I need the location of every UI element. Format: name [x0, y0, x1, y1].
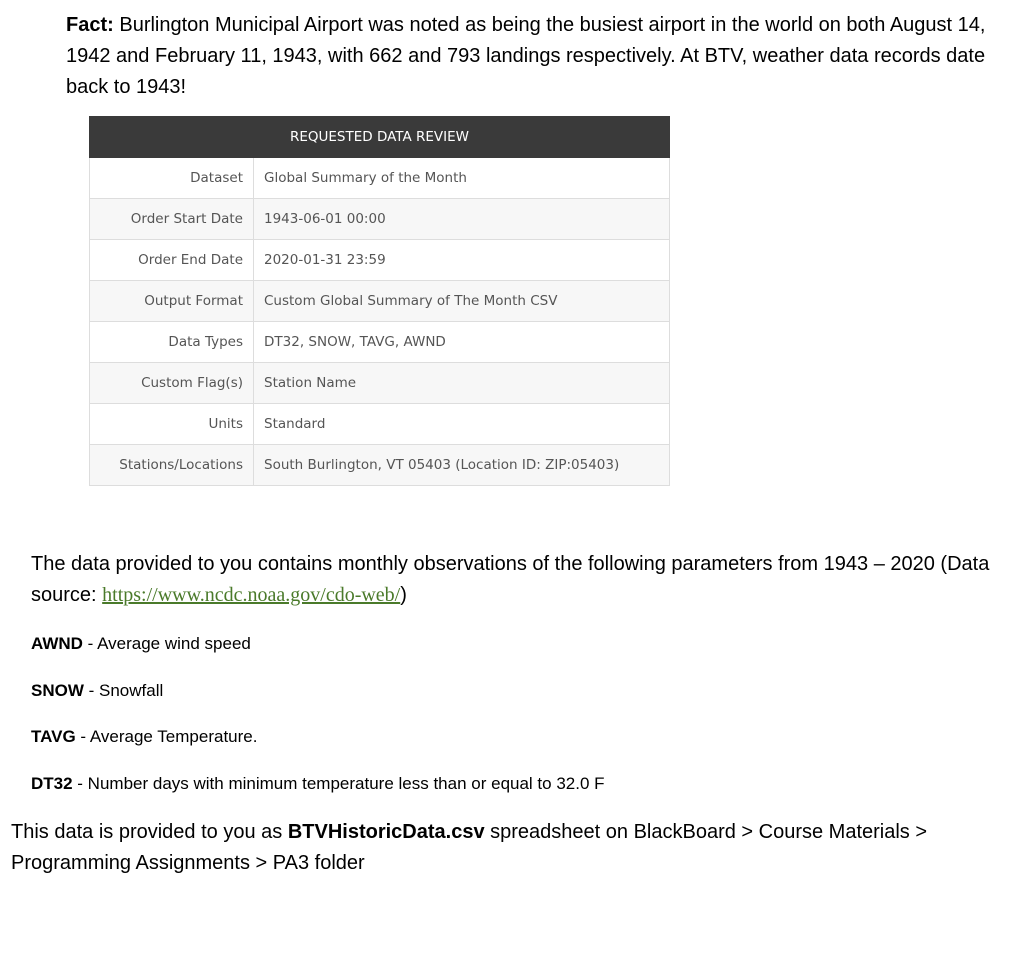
- table-row: [90, 158, 670, 199]
- table-row: [90, 322, 670, 363]
- requested-data-review-table: [89, 116, 670, 486]
- row-label-data-types: Data Types: [90, 322, 254, 363]
- intro-paragraph: [31, 549, 991, 611]
- row-label-order-start-date: Order Start Date: [90, 199, 254, 240]
- table-row: [90, 240, 670, 281]
- row-value-output-format: Custom Global Summary of The Month CSV: [254, 281, 670, 322]
- row-value-stations-locations: South Burlington, VT 05403 (Location ID: ZIP:05403): [254, 445, 670, 486]
- row-label-stations-locations: Stations/Locations: [90, 445, 254, 486]
- row-value-dataset: Global Summary of the Month: [254, 158, 670, 199]
- row-label-custom-flags: Custom Flag(s): [90, 363, 254, 404]
- parameter-description: - Number days with minimum temperature less than or equal to 32.0 F: [72, 774, 605, 793]
- parameter-description: - Average wind speed: [82, 634, 251, 653]
- row-value-order-end-date: 2020-01-31 23:59: [254, 240, 670, 281]
- parameter-item: [31, 726, 257, 748]
- parameter-code: DT32: [31, 774, 73, 793]
- row-label-dataset: Dataset: [90, 158, 254, 199]
- parameter-code: SNOW: [31, 681, 84, 700]
- footer-paragraph: [11, 817, 1011, 879]
- row-value-custom-flags: Station Name: [254, 363, 670, 404]
- intro-text: The data provided to you contains monthly observations of the following parameters from 1943 – 2020 (Data source:: [31, 553, 990, 606]
- fact-paragraph: [66, 10, 1016, 103]
- table-row: [90, 404, 670, 445]
- parameter-item: [31, 633, 251, 655]
- row-label-order-end-date: Order End Date: [90, 240, 254, 281]
- fact-label: Fact:: [66, 14, 114, 36]
- footer-text: This data is provided to you as: [11, 821, 288, 843]
- table-title: REQUESTED DATA REVIEW: [90, 117, 670, 158]
- data-source-link[interactable]: https://www.ncdc.noaa.gov/cdo-web/: [102, 584, 401, 606]
- row-value-order-start-date: 1943-06-01 00:00: [254, 199, 670, 240]
- table-row: [90, 281, 670, 322]
- table-row: [90, 199, 670, 240]
- parameter-code: TAVG: [31, 727, 76, 746]
- footer-text-end: spreadsheet on BlackBoard > Course Materials > Programming Assignments > PA3 folder: [11, 821, 928, 874]
- parameter-code: AWND: [31, 634, 83, 653]
- row-value-units: Standard: [254, 404, 670, 445]
- parameter-item: [31, 680, 163, 702]
- row-value-data-types: DT32, SNOW, TAVG, AWND: [254, 322, 670, 363]
- table-header-row: [90, 117, 670, 158]
- table-row: [90, 363, 670, 404]
- row-label-output-format: Output Format: [90, 281, 254, 322]
- parameter-description: - Average Temperature.: [75, 727, 258, 746]
- parameter-description: - Snowfall: [83, 681, 164, 700]
- intro-text-end: ): [400, 584, 407, 606]
- table-row: [90, 445, 670, 486]
- fact-text: Burlington Municipal Airport was noted as being the busiest airport in the world on both August 14, 1942 and February 11, 1943, with 662 and 793 landings respectively. At BTV, weather data records date back to 1943!: [66, 14, 986, 98]
- parameter-item: [31, 773, 605, 795]
- row-label-units: Units: [90, 404, 254, 445]
- csv-filename: BTVHistoricData.csv: [287, 821, 485, 843]
